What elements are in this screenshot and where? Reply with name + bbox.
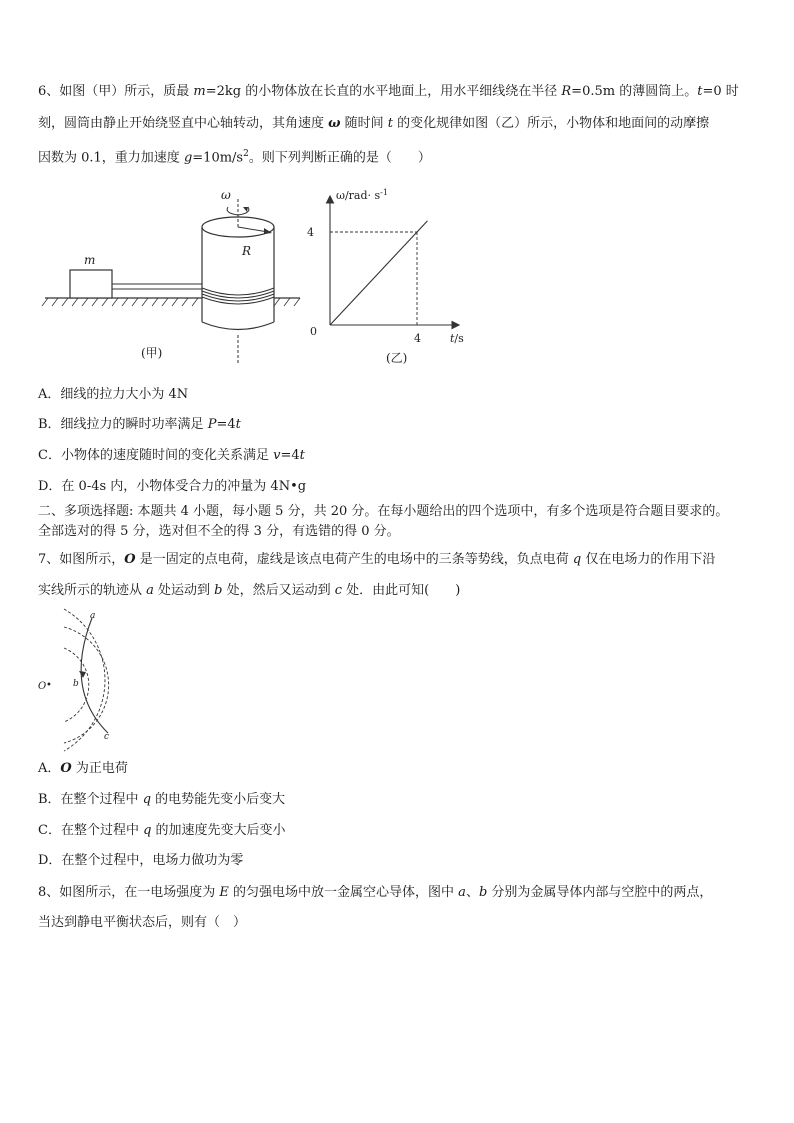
caption-jia: (甲) xyxy=(141,346,163,360)
q7-option-d: D．在整个过程中，电场力做功为零 xyxy=(38,853,244,868)
y-axis-label: $\omega/rad\cdot s^{-1}$ xyxy=(336,188,388,202)
block-m xyxy=(70,270,112,298)
section2-line-1: 二、多项选择题: 本题共 4 小题，每小题 5 分，共 20 分。在每小题给出的四个选项中，有多个选项是符合题目要求的。 xyxy=(38,504,729,519)
label-O: O xyxy=(38,681,47,692)
point-charge-dot: • xyxy=(46,680,52,691)
q6-option-a: A．细线的拉力大小为 4N xyxy=(38,387,189,402)
equipotential-middle xyxy=(64,627,109,743)
q6-option-b: B．细线拉力的瞬时功率满足 P=4t xyxy=(38,417,241,432)
equipotential-outer xyxy=(64,609,105,751)
omega-series-line xyxy=(330,221,427,325)
q7-option-a: A．O 为正电荷 xyxy=(38,761,128,776)
label-c: c xyxy=(104,732,110,742)
q7-option-b: B．在整个过程中 q 的电势能先变小后变大 xyxy=(38,792,286,807)
q6-line-2: 刻，圆筒由静止开始绕竖直中心轴转动，其角速度 ω 随时间 t 的变化规律如图（乙）所示，小物体和地面间的动摩擦 xyxy=(38,116,710,131)
q6-line-3: 因数为 0.1，重力加速度 $g=10m/s^2$。则下列判断正确的是（ ） xyxy=(38,149,431,166)
q6-option-c: C．小物体的速度随时间的变化关系满足 v=4t xyxy=(38,448,305,463)
figure-yi-graph xyxy=(300,185,480,370)
caption-yi: (乙) xyxy=(386,351,408,365)
figure-q7-field xyxy=(34,605,154,755)
origin-label: 0 xyxy=(310,325,317,338)
x-axis-label: t/s xyxy=(450,332,464,345)
label-m: m xyxy=(84,253,96,267)
q7-option-c: C．在整个过程中 q 的加速度先变大后变小 xyxy=(38,823,286,838)
label-a: a xyxy=(90,611,96,621)
q6-line-1: 6、如图（甲）所示，质最 m=2kg 的小物体放在长直的水平地面上，用水平细线绕在半径 R=0.5m 的薄圆筒上。t=0 时 xyxy=(38,84,739,99)
y-tick-4: 4 xyxy=(307,226,314,239)
q7-line-2: 实线所示的轨迹从 a 处运动到 b 处，然后又运动到 c 处．由此可知( ) xyxy=(38,583,461,598)
label-omega: ω xyxy=(221,188,231,202)
q6-option-d: D．在 0-4s 内，小物体受合力的冲量为 4N•g xyxy=(38,479,307,494)
q8-line-2: 当达到静电平衡状态后，则有（ ） xyxy=(38,915,247,930)
trajectory-curve xyxy=(81,618,108,733)
label-R: R xyxy=(242,244,252,258)
q8-line-1: 8、如图所示，在一电场强度为 E 的匀强电场中放一金属空心导体，图中 a、b 分别为金属导体内部与空腔中的两点， xyxy=(38,885,713,900)
section2-line-2: 全部选对的得 5 分，选对但不全的得 3 分，有选错的得 0 分。 xyxy=(38,524,400,539)
q7-line-1: 7、如图所示，O 是一固定的点电荷，虚线是该点电荷产生的电场中的三条等势线，负点电荷 q 仅在电场力的作用下沿 xyxy=(38,552,716,567)
figure-jia xyxy=(40,185,310,370)
label-b: b xyxy=(73,679,79,689)
x-tick-4: 4 xyxy=(414,332,421,345)
